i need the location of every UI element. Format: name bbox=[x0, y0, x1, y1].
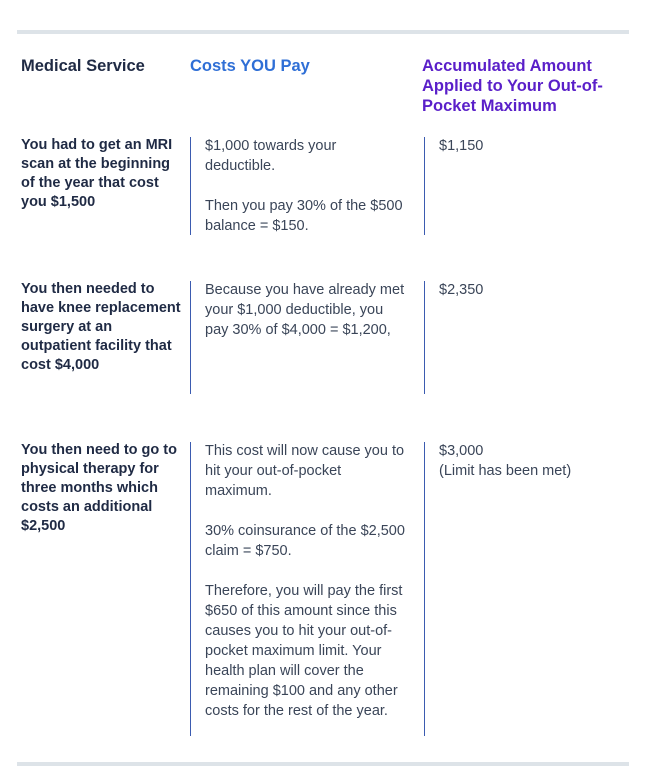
row-1-cost-paragraph: $1,000 towards your deductible. bbox=[205, 138, 337, 174]
row-2-accumulated bbox=[439, 280, 639, 300]
row-3-cost-paragraph: This cost will now cause you to hit your out-of-pocket maximum. bbox=[205, 443, 405, 499]
row-1-accumulated-amount: $1,150 bbox=[439, 138, 484, 154]
top-divider bbox=[17, 30, 629, 34]
row-2-service: You then needed to have knee replacement surgery at an outpatient facility that cost $4,000 bbox=[21, 281, 181, 373]
row-1-accumulated-divider bbox=[424, 137, 425, 235]
row-3-accumulated-note: (Limit has been met) bbox=[439, 463, 572, 479]
row-2-cost-paragraph: Because you have already met your $1,000 deductible, you pay 30% of $4,000 = $1,200, bbox=[205, 282, 405, 338]
row-1-cost-divider bbox=[190, 137, 191, 235]
row-2-accumulated-amount: $2,350 bbox=[439, 282, 484, 298]
row-2-accumulated-divider bbox=[424, 281, 425, 394]
row-3-cost-paragraph: 30% coinsurance of the $2,500 claim = $750. bbox=[205, 523, 405, 559]
row-1-service: You had to get an MRI scan at the beginning of the year that cost you $1,500 bbox=[21, 137, 173, 210]
header-accumulated-amount: Accumulated Amount Applied to Your Out-of-Pocket Maximum bbox=[422, 57, 603, 115]
row-2-cost-divider bbox=[190, 281, 191, 394]
row-3-cost-paragraph: Therefore, you will pay the first $650 of this amount since this causes you to hit your out-of-pocket maximum limit. Your health plan will cover the remaining $100 and any other costs for the rest of the year. bbox=[205, 583, 403, 719]
row-3-accumulated-amount: $3,000 bbox=[439, 443, 484, 459]
row-3-accumulated-divider bbox=[424, 442, 425, 736]
row-1-cost-paragraph: Then you pay 30% of the $500 balance = $150. bbox=[205, 198, 403, 234]
row-3-cost-divider bbox=[190, 442, 191, 736]
row-2-costs bbox=[205, 280, 405, 340]
row-1-costs bbox=[205, 136, 405, 236]
header-costs-you-pay: Costs YOU Pay bbox=[190, 57, 310, 75]
row-1-accumulated bbox=[439, 136, 639, 156]
row-3-service: You then need to go to physical therapy for three months which costs an additional $2,500 bbox=[21, 442, 177, 534]
row-3-costs bbox=[205, 441, 405, 721]
header-medical-service: Medical Service bbox=[21, 57, 145, 75]
row-3-accumulated bbox=[439, 441, 639, 481]
bottom-divider bbox=[17, 762, 629, 766]
